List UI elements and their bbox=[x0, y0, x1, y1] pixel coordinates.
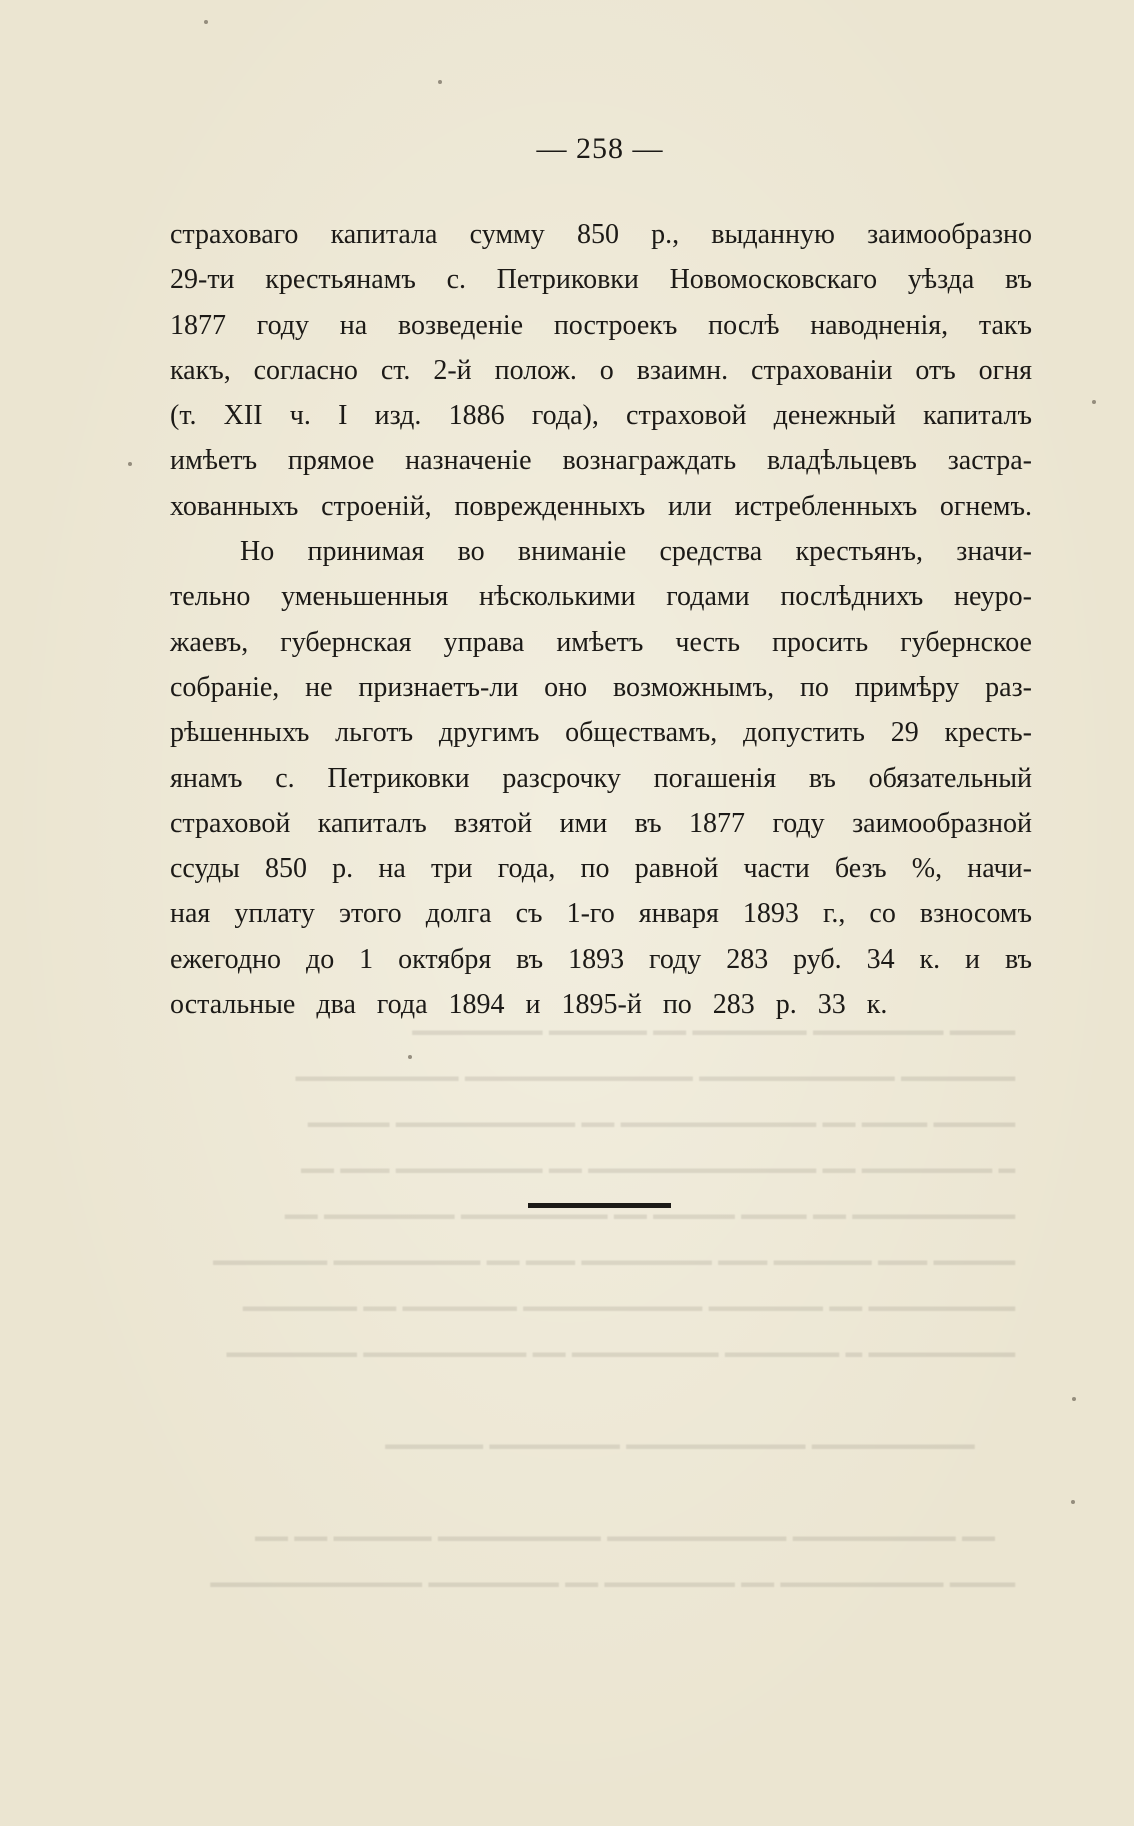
text-line: какъ, согласно ст. 2-й полож. о взаимн. страхованіи отъ огня bbox=[170, 354, 1032, 386]
paper-speck bbox=[204, 20, 208, 24]
text-line: 1877 году на возведеніе построекъ послѣ наводненія, такъ bbox=[170, 309, 1032, 341]
text-line: страховой капиталъ взятой ими въ 1877 году заимообразной bbox=[170, 807, 1032, 839]
paper-speck bbox=[1072, 1397, 1076, 1401]
paper-speck bbox=[1092, 400, 1096, 404]
text-line: остальные два года 1894 и 1895-й по 283 р. 33 к. bbox=[170, 989, 888, 1021]
text-line: страховаго капитала сумму 850 р., выданную заимообразно bbox=[170, 219, 1032, 250]
text-line: 29-ти крестьянамъ с. Петриковки Новомосковскаго уѣзда въ bbox=[170, 264, 1032, 296]
text-line: ная уплату этого долга съ 1-го января 1893 г., со взносомъ bbox=[170, 898, 1032, 930]
text-line: собраніе, не признаетъ-ли оно возможнымъ, по примѣру раз- bbox=[170, 671, 1032, 703]
text-line: ссуды 850 р. на три года, по равной части безъ %, начи- bbox=[170, 853, 1032, 885]
paper-speck bbox=[1071, 1500, 1075, 1504]
text-line: рѣшенныхъ льготъ другимъ обществамъ, допустить 29 кресть- bbox=[170, 717, 1032, 749]
text-line: тельно уменьшенныя нѣсколькими годами послѣднихъ неуро- bbox=[170, 581, 1032, 613]
page-number: — 258 — bbox=[536, 132, 664, 165]
text-line: жаевъ, губернская управа имѣетъ честь просить губернское bbox=[170, 626, 1032, 658]
paragraph-first-line: Но принимая во вниманіе средства крестьянъ, значи- bbox=[240, 536, 1032, 568]
text-line: хованныхъ строеній, поврежденныхъ или истребленныхъ огнемъ. bbox=[170, 490, 1032, 522]
text-line: ежегодно до 1 октября въ 1893 году 283 руб. 34 к. и въ bbox=[170, 943, 1032, 975]
paper-speck bbox=[408, 1055, 412, 1059]
text-line: (т. XII ч. I изд. 1886 года), страховой денежный капиталъ bbox=[170, 400, 1032, 432]
paper-speck bbox=[128, 462, 132, 466]
section-rule bbox=[528, 1203, 671, 1208]
text-line: янамъ с. Петриковки разсрочку погашенія въ обязательный bbox=[170, 762, 1032, 794]
bleed-through-text: ━━━━ ━━━━━━━━ ━━━━━━━ ━━ ━━━━━━ ━━━━━━━━ ━━━━━━━ ━━━━━━━━━━━━ ━━━━━━━━━━━━━━ ━━━━━━━━━━ ━━━━━ ━━━━ ━━ ━━━━━━━━━━━━ ━━ ━━━━━━━━━━━ ━━━━━ ━ ━━━━━━━━ ━━ ━━━━━━━━━━━━━━ ━━ ━━━━━━━━━ ━━━ ━━ ━━━━━━━━━━ ━━ ━━━━ ━━━━━ ━━ ━━━━━━━━━ ━━━━━━━━ ━━ ━━━━━ ━━━ ━━━━━━ ━━━ ━━━━━━━━ ━━━ ━━ ━━━━━━━━━ ━━━━━━━ ━━━━━━━━━ ━━ ━━━━━━━ ━━━━━━━━━━━ ━━━━━━━ ━━ ━━━━━━━ ━━━━━━━━━ ━ ━━━━━━━ ━━━━━━━━━ ━━ ━━━━━━━━━━ ━━━━━━━━ ━━━━━━━━━━ ━━━━━━━━━━━ ━━━━━━━━ ━━━━━━ ━━ ━━━━━━━━━━ ━━━━━━━━━━━ ━━━━━━━━━━ ━━━━━━ ━━ ━━ ━━━━ ━━━━━━━━━━ ━━ ━━━━━━━━ ━━ ━━━━━━━━ ━━━━━━━━━━━━━ bbox=[210, 1018, 1015, 1600]
body-text bbox=[170, 212, 1032, 1027]
paper-speck bbox=[438, 80, 442, 84]
text-line: имѣетъ прямое назначеніе вознаграждать владѣльцевъ застра- bbox=[170, 445, 1032, 477]
